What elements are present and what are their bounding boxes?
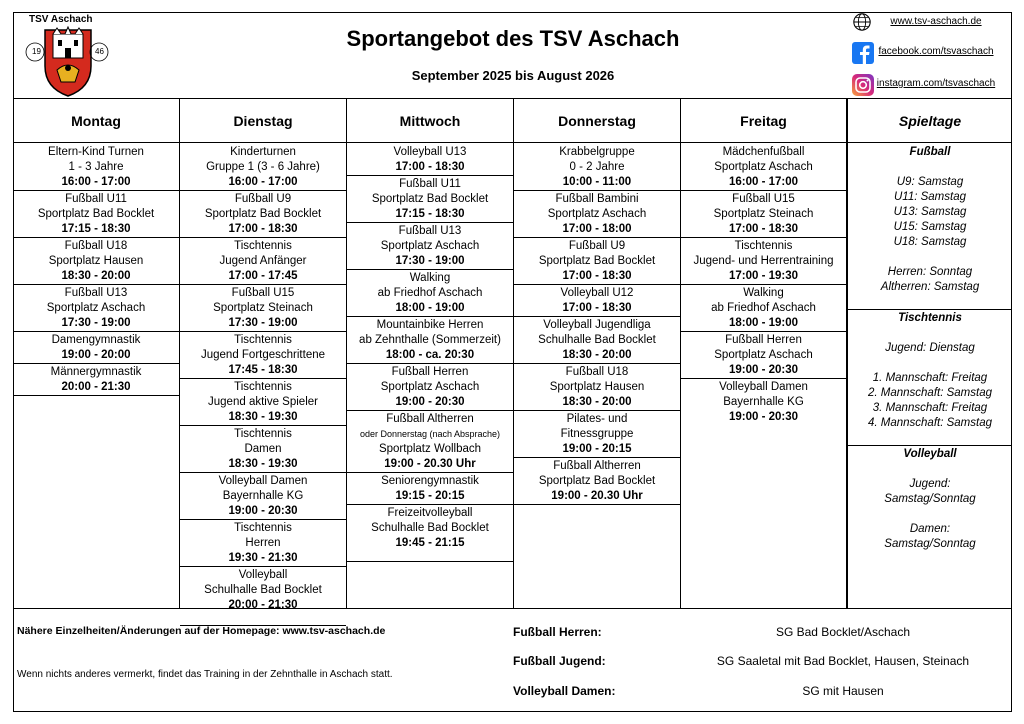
column-donnerstag	[514, 99, 681, 609]
spieltage-fussball: Fußball U9: Samstag U11: Samstag U13: Samstag U15: Samstag U18: Samstag Herren: Sonntag Altherren: Samstag	[848, 144, 1012, 310]
facebook-icon	[852, 42, 874, 64]
schedule-entry: Fußball U11 Sportplatz Bad Bocklet 17:15 - 18:30	[13, 191, 179, 238]
schedule-entry: Fußball U11 Sportplatz Bad Bocklet 17:15 - 18:30	[347, 176, 513, 223]
schedule-entry: Fußball Altherren oder Donnerstag (nach Absprache) Sportplatz Wollbach 19:00 - 20.30 Uhr	[347, 411, 513, 473]
schedule-entry: Volleyball Jugendliga Schulhalle Bad Bocklet 18:30 - 20:00	[514, 317, 680, 364]
schedule-entry: Volleyball U12 17:00 - 18:30	[514, 285, 680, 317]
instagram-link[interactable]	[866, 78, 1006, 89]
schedule-entry: Fußball U15 Sportplatz Steinach 17:30 - 19:00	[180, 285, 346, 332]
schedule-entry: Volleyball Damen Bayernhalle KG 19:00 - 20:30	[719, 381, 808, 423]
schedule-entry: Walking ab Friedhof Aschach 18:00 - 19:00	[681, 285, 846, 332]
schedule-entry: Fußball U18 Sportplatz Hausen 18:30 - 20:00	[514, 364, 680, 411]
schedule-entry: Eltern-Kind Turnen 1 - 3 Jahre 16:00 - 17:00	[13, 144, 179, 191]
day-header: Freitag	[681, 99, 846, 143]
logo-year-left: 19	[32, 47, 41, 56]
schedule-entry: Fußball U18 Sportplatz Hausen 18:30 - 20:00	[13, 238, 179, 285]
schedule-entry: Tischtennis Jugend- und Herrentraining 17:00 - 19:30	[681, 238, 846, 285]
website-text[interactable]: www.tsv-aschach.de	[890, 16, 982, 27]
day-header: Donnerstag	[514, 99, 680, 143]
team-label: Volleyball Damen:	[513, 684, 616, 698]
club-logo	[21, 14, 121, 98]
globe-icon	[852, 12, 872, 32]
schedule-entry: Fußball Altherren Sportplatz Bad Bocklet 19:00 - 20.30 Uhr	[514, 458, 680, 505]
club-name: TSV Aschach	[29, 14, 93, 25]
header	[13, 12, 1012, 99]
website-link[interactable]	[866, 16, 1006, 27]
training-note: Wenn nichts anderes vermerkt, findet das Training in der Zehnthalle in Aschach statt.	[17, 669, 393, 680]
schedule-entry: Mountainbike Herren ab Zehnthalle (Sommerzeit) 18:00 - ca. 20:30	[347, 317, 513, 364]
schedule-entry: Mädchenfußball Sportplatz Aschach 16:00 - 17:00	[681, 144, 846, 191]
team-label: Fußball Herren:	[513, 625, 602, 639]
day-header: Dienstag	[180, 99, 346, 143]
instagram-text[interactable]: instagram.com/tsvaschach	[876, 78, 996, 89]
schedule-entry: Fußball U9 Sportplatz Bad Bocklet 17:00 - 18:30	[514, 238, 680, 285]
schedule-entry: Volleyball Schulhalle Bad Bocklet 20:00 - 21:30	[180, 567, 346, 626]
schedule-entry: Fußball U13 Sportplatz Aschach 17:30 - 19:00	[13, 285, 179, 332]
team-label: Fußball Jugend:	[513, 654, 606, 668]
instagram-icon	[852, 74, 874, 96]
schedule-entry: Walking ab Friedhof Aschach 18:00 - 19:00	[347, 270, 513, 317]
schedule-entry: Seniorengymnastik 19:15 - 20:15	[347, 473, 513, 505]
spieltage-tischtennis: Tischtennis Jugend: Dienstag 1. Mannschaft: Freitag 2. Mannschaft: Samstag 3. Mannschaft: Freitag 4. Mannschaft: Samstag	[848, 310, 1012, 446]
spieltage-volleyball: Volleyball Jugend: Samstag/Sonntag Damen: Samstag/Sonntag	[884, 448, 976, 550]
facebook-link[interactable]	[866, 46, 1006, 57]
schedule-entry: Tischtennis Jugend aktive Spieler 18:30 - 19:30	[180, 379, 346, 426]
schedule-entry: Männergymnastik 20:00 - 21:30	[13, 364, 179, 396]
schedule-table	[13, 99, 1012, 609]
schedule-entry: Volleyball Damen Bayernhalle KG 19:00 - 20:30	[180, 473, 346, 520]
schedule-entry: Pilates- und Fitnessgruppe 19:00 - 20:15	[514, 411, 680, 458]
page-title: Sportangebot des TSV Aschach	[346, 26, 680, 51]
homepage-note: Nähere Einzelheiten/Änderungen auf der Homepage: www.tsv-aschach.de	[17, 625, 386, 637]
team-value: SG Bad Bocklet/Aschach	[775, 625, 911, 639]
schedule-entry: Fußball Herren Sportplatz Aschach 19:00 - 20:30	[681, 332, 846, 379]
logo-year-right: 46	[95, 47, 104, 56]
day-header: Mittwoch	[347, 99, 513, 143]
schedule-entry: Tischtennis Herren 19:30 - 21:30	[180, 520, 346, 567]
schedule-entry: Freizeitvolleyball Schulhalle Bad Bocklet 19:45 - 21:15	[347, 505, 513, 562]
schedule-entry: Tischtennis Jugend Fortgeschrittene 17:45 - 18:30	[180, 332, 346, 379]
schedule-entry: Krabbelgruppe 0 - 2 Jahre 10:00 - 11:00	[514, 144, 680, 191]
column-spieltage	[847, 99, 1012, 609]
schedule-entry: Fußball Bambini Sportplatz Aschach 17:00 - 18:00	[514, 191, 680, 238]
schedule-entry: Fußball U9 Sportplatz Bad Bocklet 17:00 - 18:30	[180, 191, 346, 238]
page-subtitle: September 2025 bis August 2026	[411, 68, 615, 83]
column-mittwoch	[347, 99, 514, 609]
club-crest-icon	[23, 26, 113, 98]
schedule-entry: Damengymnastik 19:00 - 20:00	[13, 332, 179, 364]
spieltage-header: Spieltage	[848, 99, 1012, 143]
team-value: SG mit Hausen	[802, 684, 884, 698]
schedule-entry: Kinderturnen Gruppe 1 (3 - 6 Jahre) 16:00 - 17:00	[180, 144, 346, 191]
schedule-entry: Tischtennis Damen 18:30 - 19:30	[180, 426, 346, 473]
schedule-entry: Tischtennis Jugend Anfänger 17:00 - 17:45	[180, 238, 346, 285]
schedule-entry: Fußball U15 Sportplatz Steinach 17:00 - 18:30	[681, 191, 846, 238]
footer	[13, 609, 1012, 712]
schedule-note: oder Donnerstag (nach Absprache)	[359, 429, 501, 439]
schedule-entry: Fußball Herren Sportplatz Aschach 19:00 - 20:30	[347, 364, 513, 411]
team-value: SG Saaletal mit Bad Bocklet, Hausen, Steinach	[716, 654, 970, 668]
facebook-text[interactable]: facebook.com/tsvaschach	[878, 46, 994, 57]
day-header: Montag	[13, 99, 179, 143]
column-freitag	[681, 99, 847, 609]
schedule-entry: Volleyball U13 17:00 - 18:30	[347, 144, 513, 176]
schedule-entry: Fußball U13 Sportplatz Aschach 17:30 - 19:00	[347, 223, 513, 270]
column-dienstag	[180, 99, 347, 609]
column-montag	[13, 99, 180, 609]
